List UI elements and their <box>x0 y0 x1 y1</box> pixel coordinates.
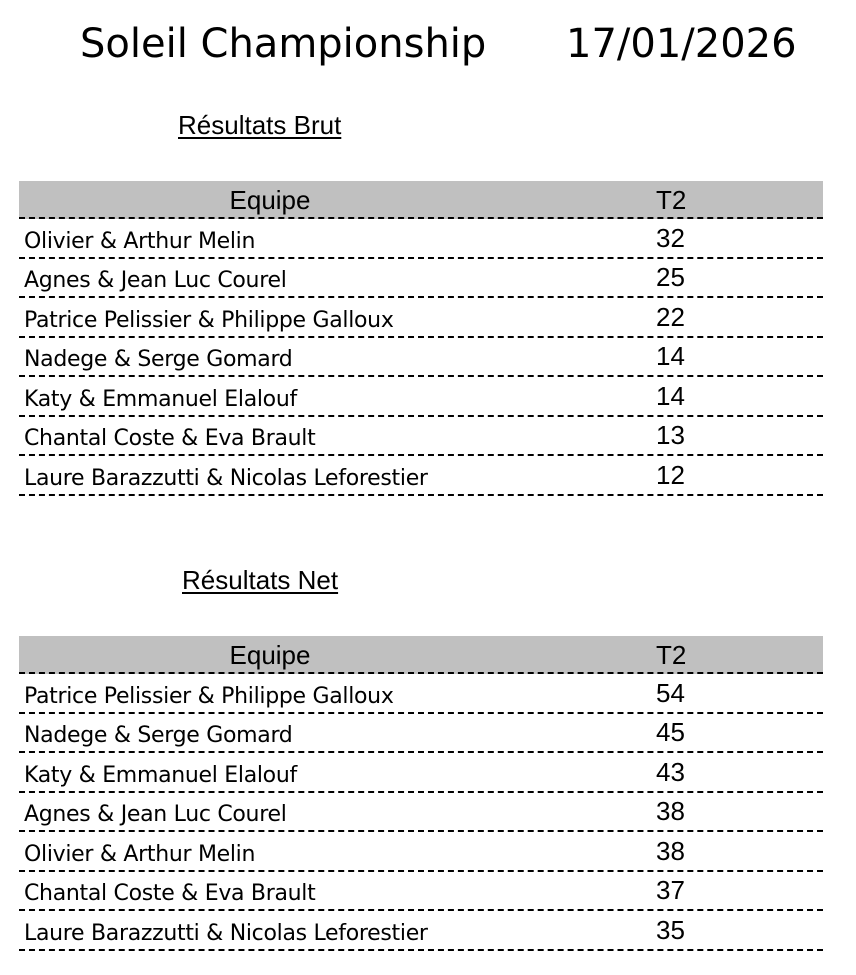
team-score: 54 <box>656 677 685 708</box>
team-score: 25 <box>656 262 685 292</box>
net-col-team-header: Equipe <box>229 640 311 670</box>
table-row <box>19 872 823 912</box>
brut-results-table <box>19 181 823 496</box>
table-row <box>19 377 823 417</box>
team-name: Katy & Emmanuel Elalouf <box>24 386 297 412</box>
team-score: 22 <box>656 301 685 332</box>
team-score: 45 <box>656 717 685 747</box>
team-name: Katy & Emmanuel Elalouf <box>24 762 297 788</box>
team-name: Agnes & Jean Luc Courel <box>24 802 287 827</box>
table-row <box>19 456 823 496</box>
table-row <box>19 714 823 754</box>
team-name: Chantal Coste & Eva Brault <box>24 426 316 451</box>
team-score: 14 <box>656 341 685 371</box>
team-score: 12 <box>656 459 685 490</box>
team-score: 13 <box>656 420 685 450</box>
championship-title: Soleil Championship <box>80 21 487 67</box>
brut-header-row <box>19 181 823 219</box>
team-score: 38 <box>656 835 685 866</box>
net-results-table <box>19 636 823 951</box>
team-score: 43 <box>656 756 685 787</box>
table-row <box>19 219 823 259</box>
team-name: Nadege & Serge Gomard <box>24 723 293 748</box>
team-name: Patrice Pelissier & Philippe Galloux <box>24 307 394 333</box>
table-row <box>19 793 823 833</box>
team-score: 35 <box>656 914 685 945</box>
brut-section-title: Résultats Brut <box>178 110 342 140</box>
team-name: Olivier & Arthur Melin <box>24 841 256 867</box>
table-row <box>19 338 823 378</box>
team-name: Patrice Pelissier & Philippe Galloux <box>24 683 394 709</box>
table-row <box>19 753 823 793</box>
team-name: Laure Barazzutti & Nicolas Leforestier <box>24 920 428 946</box>
table-row <box>19 298 823 338</box>
team-score: 32 <box>656 222 685 253</box>
table-row <box>19 674 823 714</box>
team-score: 14 <box>656 380 685 411</box>
championship-date: 17/01/2026 <box>566 21 797 67</box>
brut-col-team-header: Equipe <box>229 185 311 215</box>
team-name: Nadege & Serge Gomard <box>24 347 293 372</box>
team-name: Chantal Coste & Eva Brault <box>24 881 316 906</box>
table-row <box>19 259 823 299</box>
team-name: Laure Barazzutti & Nicolas Leforestier <box>24 465 428 491</box>
table-row <box>19 911 823 951</box>
net-section-title: Résultats Net <box>182 565 339 595</box>
table-row <box>19 832 823 872</box>
table-row <box>19 417 823 457</box>
team-score: 38 <box>656 796 685 826</box>
net-col-score-header: T2 <box>656 640 687 670</box>
team-score: 37 <box>656 875 685 905</box>
team-name: Olivier & Arthur Melin <box>24 228 256 254</box>
brut-col-score-header: T2 <box>656 185 687 215</box>
net-header-row <box>19 636 823 674</box>
team-name: Agnes & Jean Luc Courel <box>24 268 287 293</box>
